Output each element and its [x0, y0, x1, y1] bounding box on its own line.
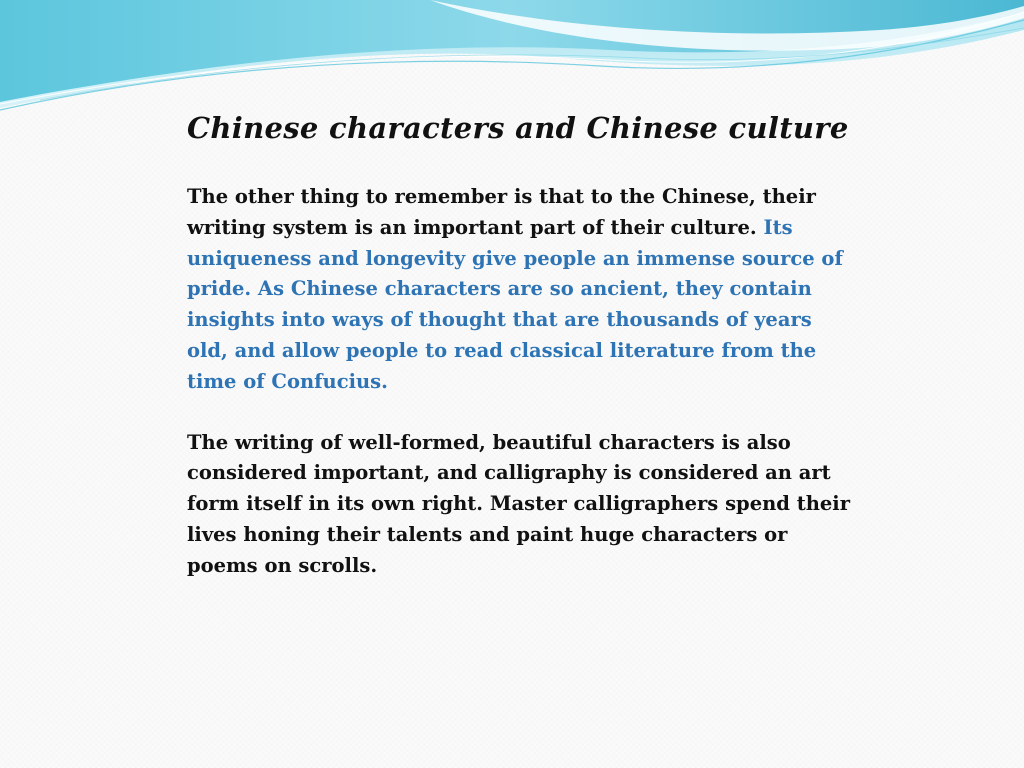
paragraph-writing-culture-plain: The other thing to remember is that to the Chinese, their writing system is an important part of their culture.	[187, 185, 816, 239]
paragraph-writing-culture	[187, 182, 857, 398]
slide-content	[187, 104, 857, 612]
paragraph-writing-culture-highlight: Its uniqueness and longevity give people an immense source of pride. As Chinese characters are so ancient, they contain insights into ways of thought that are thousands of years old, and allow people to read classical literature from the time of Confucius.	[187, 215, 843, 393]
wave-header-decoration	[0, 0, 1024, 120]
paragraph-calligraphy: The writing of well-formed, beautiful characters is also considered important, and calligraphy is considered an art form itself in its own right. Master calligraphers spend their lives honing their talents and paint huge characters or poems on scrolls.	[187, 430, 850, 577]
slide-title: Chinese characters and Chinese culture	[187, 111, 849, 145]
